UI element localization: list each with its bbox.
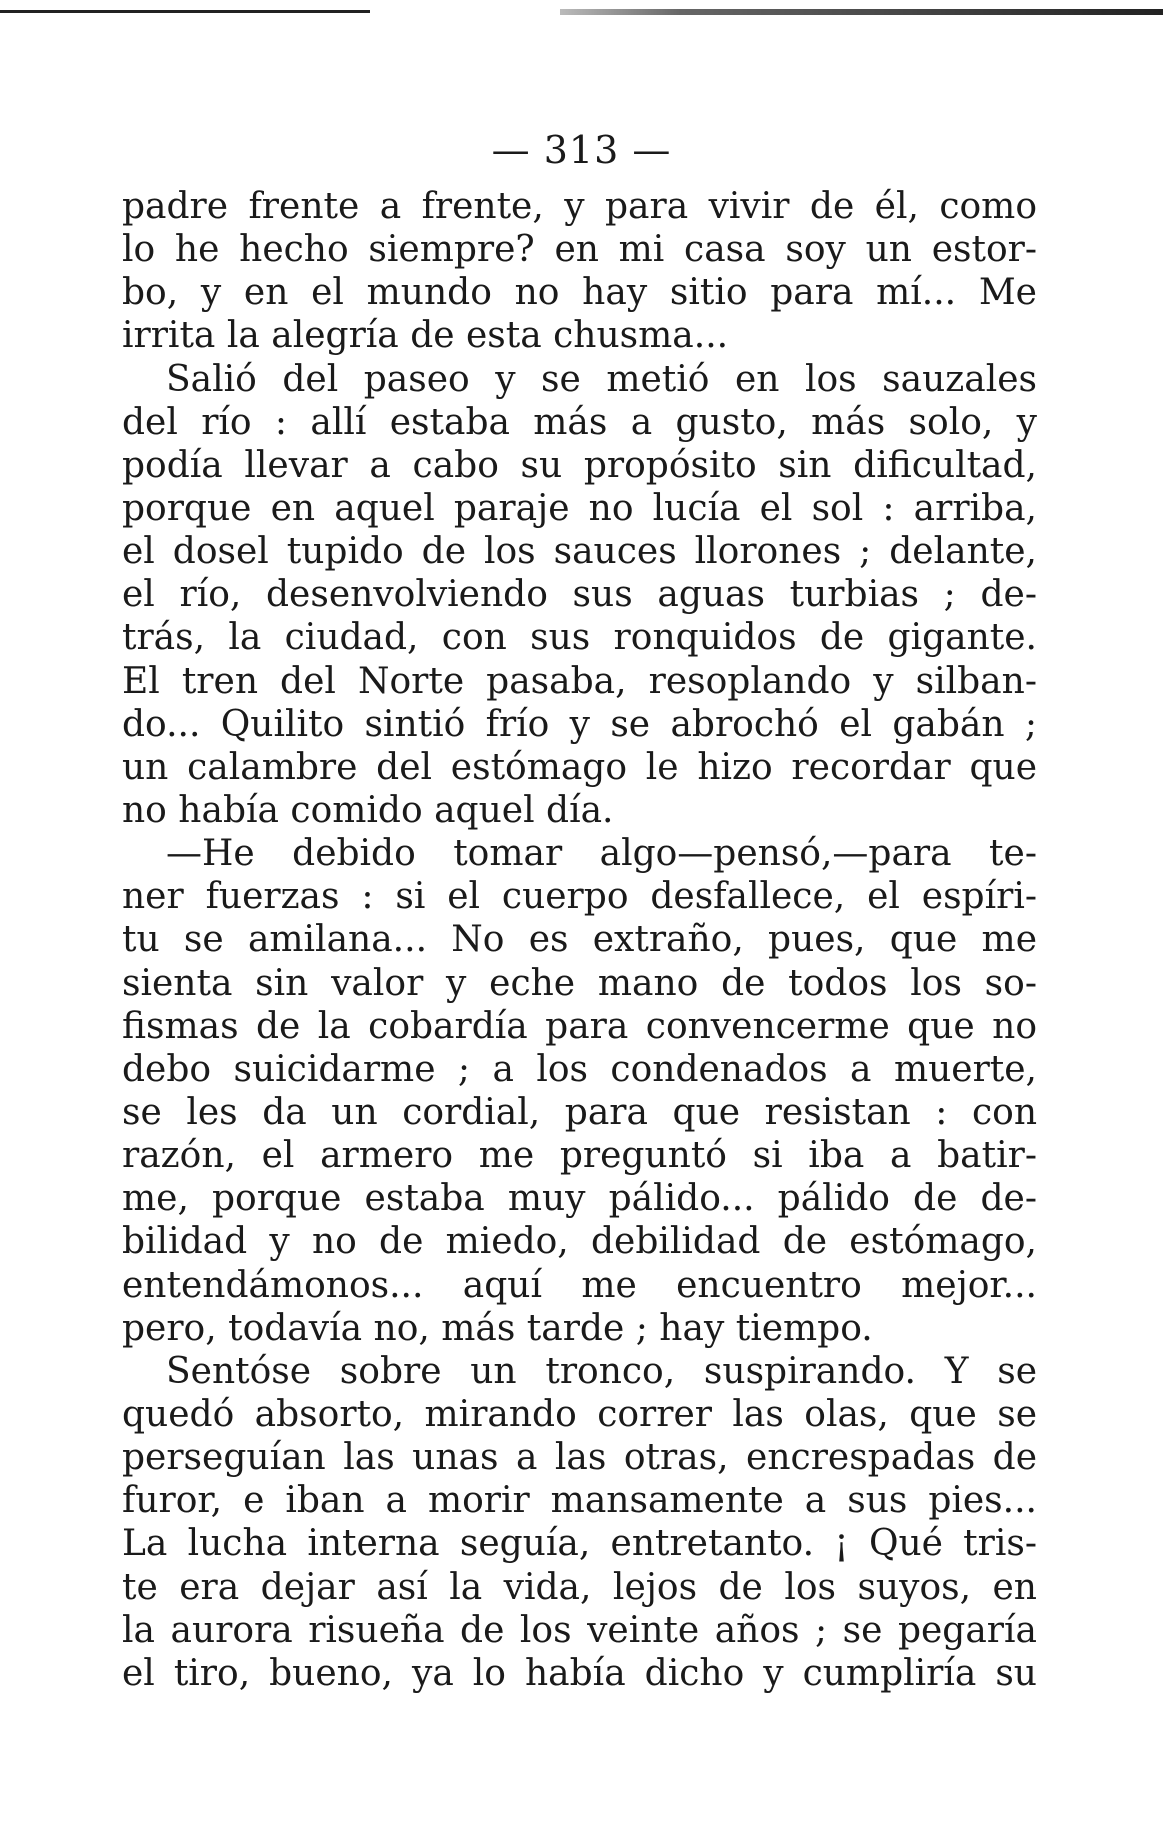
- text-line: la aurora risueña de los veinte años ; se pegaría: [122, 1609, 1037, 1651]
- text-line: tu se amilana... No es extraño, pues, que me: [122, 919, 1037, 961]
- body-text: [122, 185, 1037, 1695]
- text-line: Sentóse sobre un tronco, suspirando. Y se: [166, 1350, 1037, 1392]
- text-line: La lucha interna seguía, entretanto. ¡ Qué tris-: [122, 1523, 1037, 1565]
- text-line: fismas de la cobardía para convencerme que no: [122, 1005, 1037, 1047]
- text-line: el tiro, bueno, ya lo había dicho y cumpliría su: [122, 1652, 1037, 1694]
- text-line: trás, la ciudad, con sus ronquidos de gigante.: [122, 617, 1037, 659]
- text-line: ner fuerzas : si el cuerpo desfallece, el espíri-: [122, 876, 1037, 918]
- text-line: razón, el armero me preguntó si iba a batir-: [122, 1135, 1037, 1177]
- text-line: porque en aquel paraje no lucía el sol : arriba,: [122, 487, 1037, 529]
- text-line: do... Quilito sintió frío y se abrochó el gabán ;: [122, 703, 1037, 745]
- text-line: bilidad y no de miedo, debilidad de estómago,: [122, 1221, 1037, 1263]
- text-line: del río : allí estaba más a gusto, más solo, y: [122, 401, 1037, 443]
- text-line: El tren del Norte pasaba, resoplando y silban-: [122, 660, 1037, 702]
- text-line: podía llevar a cabo su propósito sin dificultad,: [122, 444, 1037, 486]
- top-rule-left: [0, 10, 370, 13]
- text-line: no había comido aquel día.: [122, 789, 614, 831]
- text-line: furor, e iban a morir mansamente a sus pies...: [122, 1480, 1037, 1522]
- text-line: se les da un cordial, para que resistan : con: [122, 1091, 1037, 1133]
- text-line: Salió del paseo y se metió en los sauzales: [166, 358, 1037, 400]
- text-line: me, porque estaba muy pálido... pálido de de-: [122, 1178, 1037, 1220]
- text-line: perseguían las unas a las otras, encrespadas de: [122, 1437, 1037, 1479]
- text-line: quedó absorto, mirando correr las olas, que se: [122, 1393, 1037, 1435]
- text-line: padre frente a frente, y para vivir de él, como: [122, 186, 1037, 227]
- text-line: debo suicidarme ; a los condenados a muerte,: [122, 1048, 1037, 1090]
- text-line: irrita la alegría de esta chusma...: [122, 315, 729, 357]
- text-line: lo he hecho siempre? en mi casa soy un estor-: [122, 229, 1037, 271]
- page-number: — 313 —: [491, 128, 672, 172]
- text-line: sienta sin valor y eche mano de todos los so-: [122, 962, 1037, 1004]
- text-line: el dosel tupido de los sauces llorones ; delante,: [122, 531, 1037, 573]
- text-line: —He debido tomar algo—pensó,—para te-: [166, 833, 1037, 875]
- text-line: el río, desenvolviendo sus aguas turbias ; de-: [122, 574, 1037, 616]
- text-line: pero, todavía no, más tarde ; hay tiempo.: [122, 1307, 873, 1349]
- text-line: te era dejar así la vida, lejos de los suyos, en: [122, 1566, 1037, 1608]
- text-line: bo, y en el mundo no hay sitio para mí... Me: [122, 272, 1037, 314]
- text-line: entendámonos... aquí me encuentro mejor...: [122, 1264, 1037, 1306]
- top-rule-right: [560, 9, 1163, 15]
- text-line: un calambre del estómago le hizo recordar que: [122, 746, 1037, 788]
